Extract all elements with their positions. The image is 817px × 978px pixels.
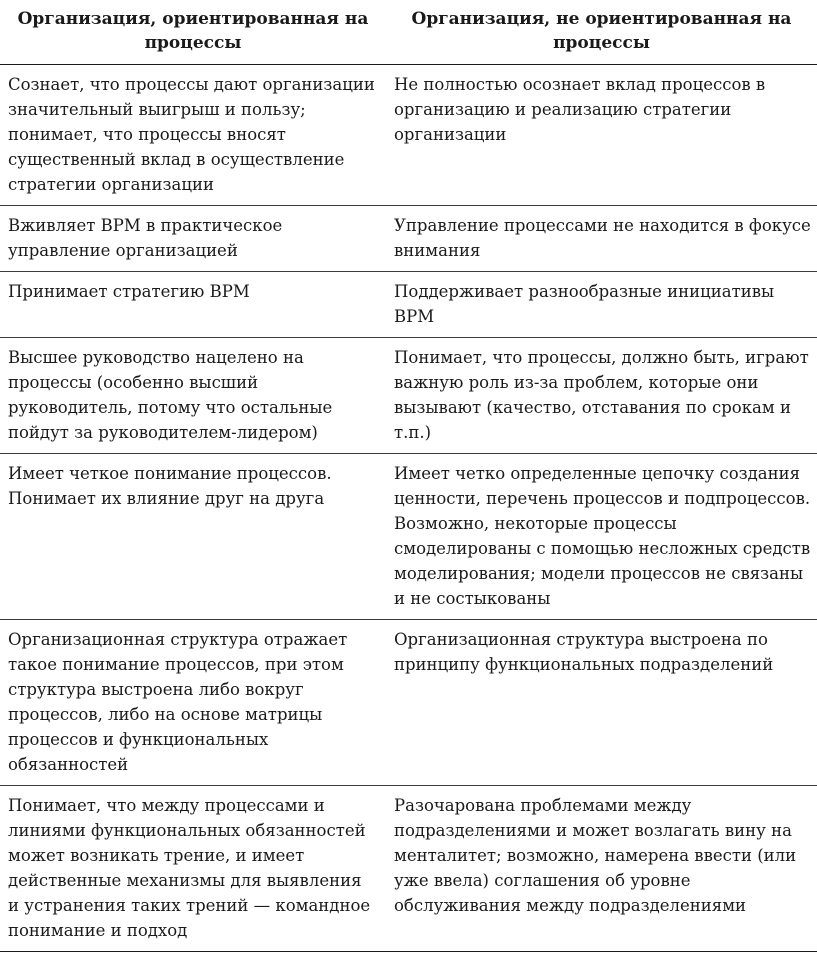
table-row <box>0 454 817 620</box>
cell-not-process-oriented: Организационная структура выстроена по принципу функциональных подразделений <box>386 620 817 786</box>
header-not-process-oriented: Организация, не ориентированная на процессы <box>386 0 817 65</box>
cell-not-process-oriented: Управление процессами не находится в фокусе внимания <box>386 206 817 272</box>
cell-process-oriented: Сознает, что процессы дают организации значительный выигрыш и пользу; понимает, что процессы вносят существенный вклад в осуществление стратегии организации <box>0 65 386 206</box>
cell-process-oriented: Вживляет BPM в практическое управление организацией <box>0 206 386 272</box>
table-row <box>0 338 817 454</box>
table-row <box>0 786 817 952</box>
cell-not-process-oriented: Поддерживает разнообразные инициативы BPM <box>386 272 817 338</box>
cell-process-oriented: Принимает стратегию BPM <box>0 272 386 338</box>
cell-process-oriented: Организационная структура отражает такое понимание процессов, при этом структура выстроена либо вокруг процессов, либо на основе матрицы процессов и функциональных обязанностей <box>0 620 386 786</box>
cell-not-process-oriented: Имеет четко определенные цепочку создания ценности, перечень процессов и подпроцессов. Возможно, некоторые процессы смоделированы с помощью несложных средств моделирования; модели процессов не связаны и не состыкованы <box>386 454 817 620</box>
header-process-oriented: Организация, ориентированная на процессы <box>0 0 386 65</box>
cell-not-process-oriented: Не полностью осознает вклад процессов в организацию и реализацию стратегии организации <box>386 65 817 206</box>
cell-process-oriented: Понимает, что между процессами и линиями функциональных обязанностей может возникать трение, и имеет действенные механизмы для выявления и устранения таких трений — командное понимание и подход <box>0 786 386 952</box>
table-header <box>0 0 817 65</box>
cell-not-process-oriented: Разочарована проблемами между подразделениями и может возлагать вину на менталитет; возможно, намерена ввести (или уже ввела) соглашения об уровне обслуживания между подразделениями <box>386 786 817 952</box>
header-row <box>0 0 817 65</box>
table-row <box>0 272 817 338</box>
table-row <box>0 620 817 786</box>
table-row <box>0 206 817 272</box>
cell-process-oriented: Высшее руководство нацелено на процессы (особенно высший руководитель, потому что остальные пойдут за руководителем-лидером) <box>0 338 386 454</box>
table-body <box>0 65 817 952</box>
cell-process-oriented: Имеет четкое понимание процессов. Понимает их влияние друг на друга <box>0 454 386 620</box>
cell-not-process-oriented: Понимает, что процессы, должно быть, играют важную роль из-за проблем, которые они вызывают (качество, отставания по срокам и т.п.) <box>386 338 817 454</box>
table-row <box>0 65 817 206</box>
